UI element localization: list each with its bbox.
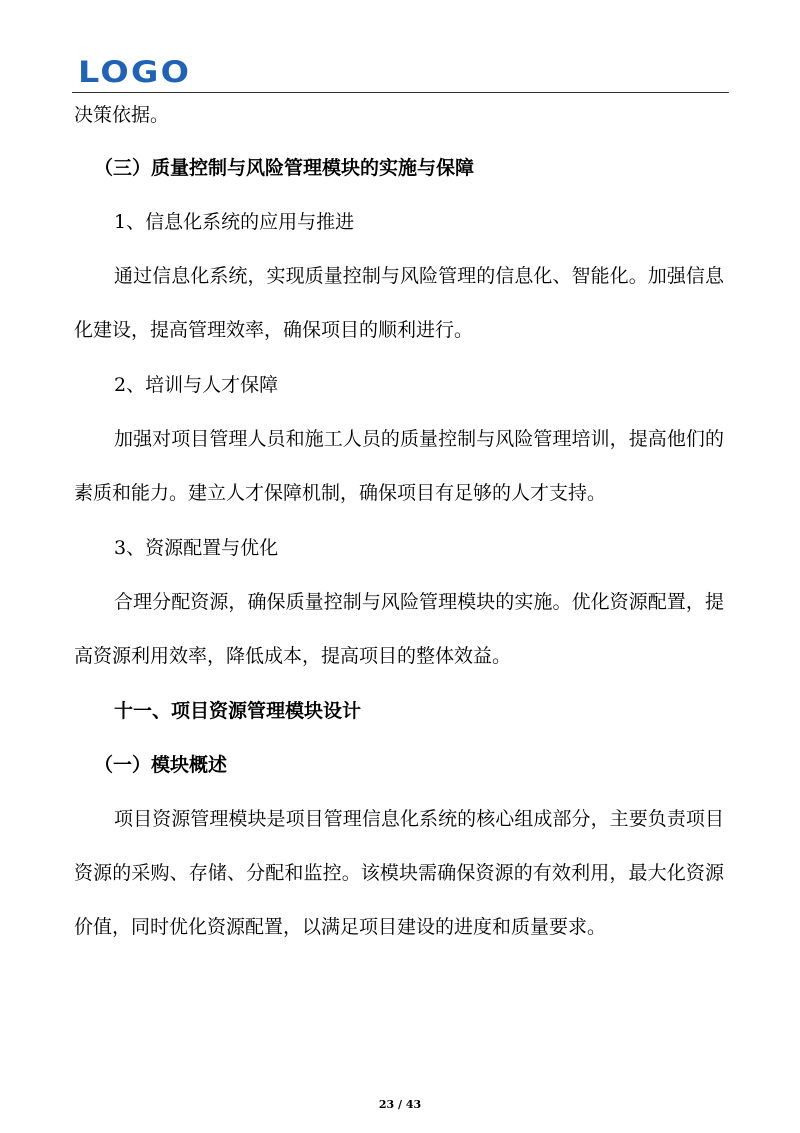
logo: LOGO [78, 55, 192, 89]
page-number: 23 / 43 [378, 1098, 422, 1111]
document-body [74, 98, 724, 965]
section-heading-3: （三）质量控制与风险管理模块的实施与保障 [94, 157, 475, 179]
page-header [72, 56, 729, 94]
body-paragraph-4: 项目资源管理模块是项目管理信息化系统的核心组成部分，主要负责项目资源的采购、存储、分配和监控。该模块需确保资源的有效利用，最大化资源价值，同时优化资源配置，以满足项目建设的进度和质量要求。 [74, 808, 724, 938]
subheading-2: 2、培训与人才保障 [114, 374, 279, 396]
body-paragraph-2: 加强对项目管理人员和施工人员的质量控制与风险管理培训，提高他们的素质和能力。建立人才保障机制，确保项目有足够的人才支持。 [74, 428, 724, 504]
section-heading-1: （一）模块概述 [94, 754, 228, 776]
subheading-3: 3、资源配置与优化 [114, 537, 279, 559]
body-paragraph-3: 合理分配资源，确保质量控制与风险管理模块的实施。优化资源配置，提高资源利用效率，降低成本，提高项目的整体效益。 [74, 591, 724, 667]
header-divider [72, 92, 729, 93]
subheading-1: 1、信息化系统的应用与推进 [114, 211, 355, 233]
body-paragraph-1: 通过信息化系统，实现质量控制与风险管理的信息化、智能化。加强信息化建设，提高管理效率，确保项目的顺利进行。 [74, 265, 724, 341]
chapter-heading-11: 十一、项目资源管理模块设计 [114, 700, 362, 722]
paragraph-continuation: 决策依据。 [74, 104, 170, 126]
